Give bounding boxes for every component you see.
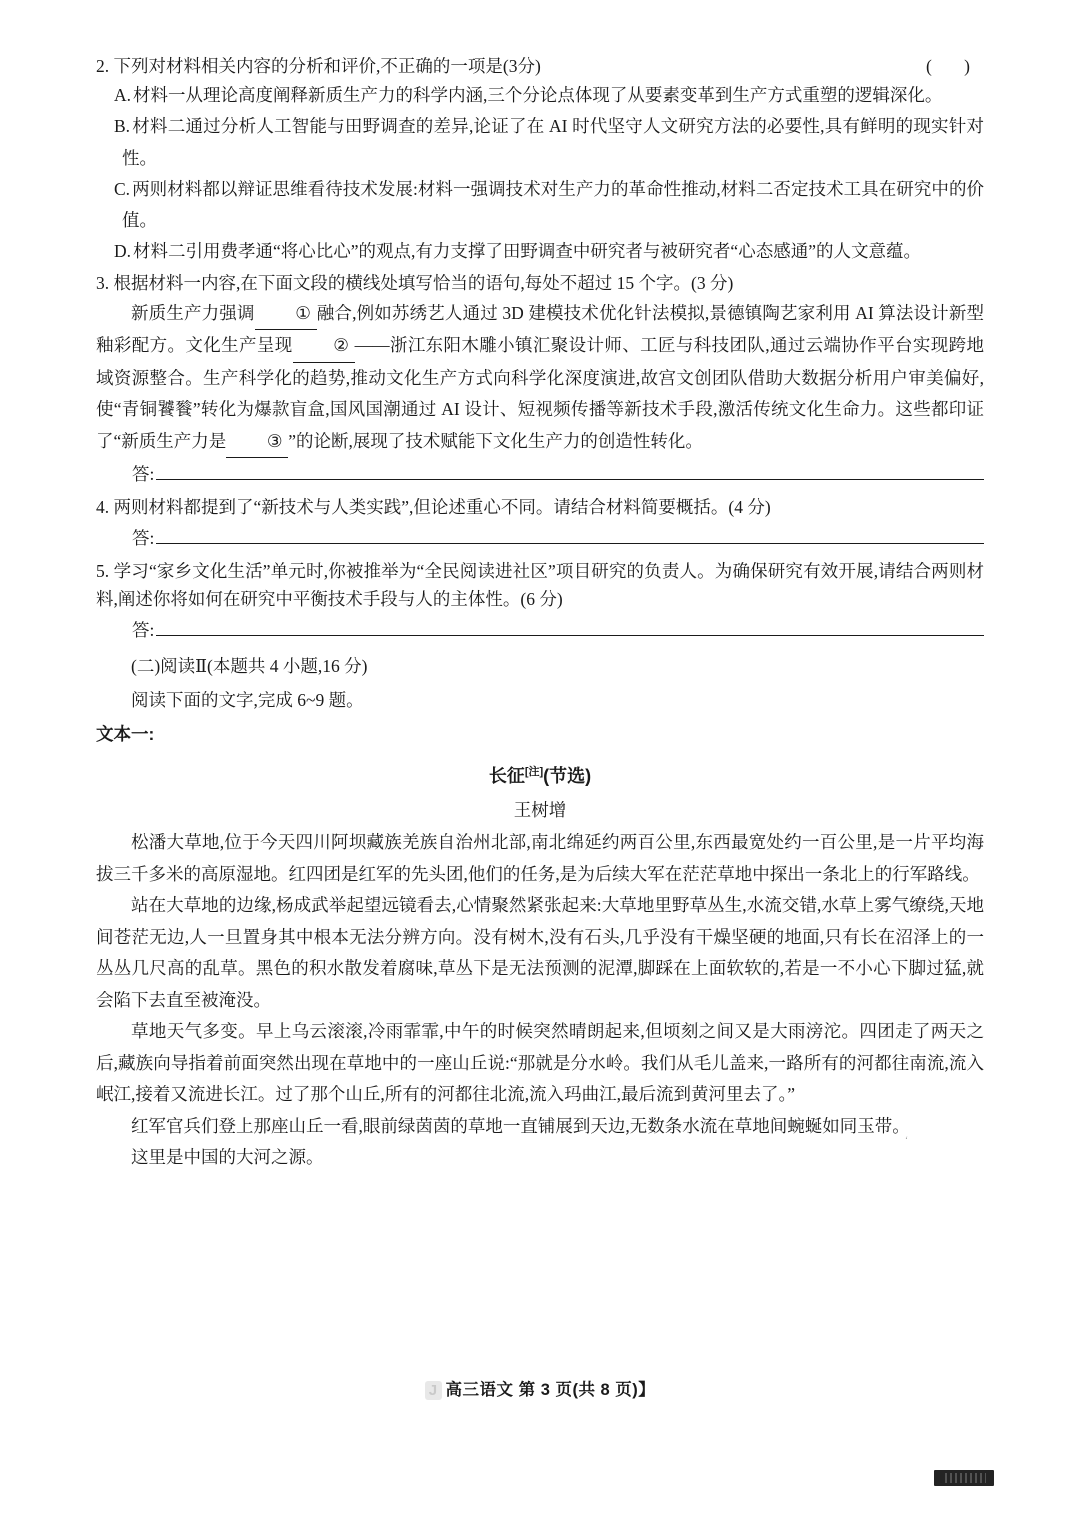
passage-part-4: ”的论断,展现了技术赋能下文化生产力的创造性转化。 <box>288 430 703 451</box>
question-3 <box>96 269 984 491</box>
stray-pen-mark: ʻ <box>905 1135 908 1145</box>
blank-3[interactable]: ③ <box>226 426 288 459</box>
question-4 <box>96 493 984 555</box>
passage-part-1: 新质生产力强调 <box>131 302 255 323</box>
question-3-passage <box>96 298 984 459</box>
answer-label: 答: <box>132 619 155 640</box>
reading-title-main: 长征 <box>488 766 525 787</box>
answer-writing-line[interactable] <box>156 462 984 480</box>
reading-title-suffix: (节选) <box>543 766 592 787</box>
scan-barcode <box>934 1470 994 1486</box>
answer-writing-line[interactable] <box>156 526 984 544</box>
question-2-option-c[interactable] <box>96 174 984 236</box>
question-2-stem <box>96 52 984 80</box>
answer-writing-line[interactable] <box>156 618 984 636</box>
page-number-text: 高三语文 第 3 页(共 8 页)】 <box>445 1381 656 1399</box>
publisher-logo: J <box>425 1381 442 1400</box>
reading-title <box>96 758 984 794</box>
option-c-label: C. <box>114 178 131 199</box>
option-b-label: B. <box>114 116 131 137</box>
question-4-text: 两则材料都提到了“新技术与人类实践”,但论述重心不同。请结合材料简要概括。(4 分) <box>113 497 771 518</box>
option-d-label: D. <box>114 241 132 262</box>
question-4-stem <box>96 493 984 521</box>
answer-label: 答: <box>132 464 155 485</box>
question-2-answer-paren: ( ) <box>925 56 984 76</box>
footnote-marker: [注] <box>524 766 544 779</box>
reading-paragraph-2: 站在大草地的边缘,杨成武举起望远镜看去,心情聚然紧张起来:大草地里野草丛生,水流交错,水草上雾气缭绕,天地间苍茫无边,人一旦置身其中根本无法分辨方向。没有树木,没有石头,几乎没有干燥坚硬的地面,只有长在沼泽上的一丛丛几尺高的乱草。黑色的积水散发着腐味,草丛下是无法预测的泥潭,脚踩在上面软软的,若是一不小心下脚过猛,就会陷下去直至被淹没。 <box>96 895 984 1010</box>
question-5-answer-row[interactable] <box>96 614 984 647</box>
question-2-text: 下列对材料相关内容的分析和评价,不正确的一项是(3分) <box>113 56 541 76</box>
section-two-instruction: 阅读下面的文字,完成 6~9 题。 <box>131 689 364 710</box>
question-5-stem <box>96 557 984 614</box>
option-c-text: 两则材料都以辩证思维看待技术发展:材料一强调技术对生产力的革命性推动,材料二否定技术工具在研究中的价值。 <box>122 178 984 230</box>
passage-part-2: 融合,例如苏绣艺人通过 3D 建模技术优化针法模拟,景德镇陶艺家利用 AI 算法设计新型釉彩配方。文化生产呈现 <box>96 302 985 356</box>
answer-label: 答: <box>132 527 155 548</box>
section-two-heading: (二)阅读Ⅱ(本题共 4 小题,16 分) <box>131 655 368 676</box>
question-2 <box>96 52 984 267</box>
reading-paragraph-3: 草地天气多变。早上乌云滚滚,冷雨霏霏,中午的时候突然晴朗起来,但顷刻之间又是大雨滂沱。四团走了两天之后,藏族向导指着前面突然出现在草地中的一座山丘说:“那就是分水岭。我们从毛儿盖来,一路所有的河都往南流,流入岷江,接着又流进长江。过了那个山丘,所有的河都往北流,流入玛曲江,最后流到黄河里去了。” <box>96 1021 984 1105</box>
option-b-text: 材料二通过分析人工智能与田野调查的差异,论证了在 AI 时代坚守人文研究方法的必要性,具有鲜明的现实针对性。 <box>122 116 984 168</box>
question-2-number: 2. <box>96 56 110 76</box>
reading-author: 王树增 <box>513 800 567 821</box>
question-2-option-a[interactable] <box>96 80 984 111</box>
blank-2[interactable]: ② <box>293 330 355 363</box>
section-two <box>96 649 984 1174</box>
reading-paragraph-5: 这里是中国的大河之源。 <box>131 1147 324 1168</box>
question-4-number: 4. <box>96 497 110 518</box>
question-2-option-b[interactable] <box>96 111 984 173</box>
question-2-option-d[interactable] <box>96 236 984 267</box>
blank-1[interactable]: ① <box>255 298 317 331</box>
question-3-text: 根据材料一内容,在下面文段的横线处填写恰当的语句,每处不超过 15 个字。(3 分) <box>113 273 734 294</box>
option-a-label: A. <box>114 85 132 106</box>
page-footer <box>0 1376 1080 1400</box>
text-one-label: 文本一: <box>96 724 155 745</box>
reading-paragraph-1: 松潘大草地,位于今天四川阿坝藏族羌族自治州北部,南北绵延约两百公里,东西最宽处约一百公里,是一片平均海拔三千多米的高原湿地。红四团是红军的先头团,他们的任务,是为后续大军在茫茫草地中探出一条北上的行军路线。 <box>96 832 984 884</box>
question-5-number: 5. <box>96 560 110 581</box>
option-d-text: 材料二引用费孝通“将心比心”的观点,有力支撑了田野调查中研究者与被研究者“心态感通”的人文意蕴。 <box>133 241 921 262</box>
question-5-text: 学习“家乡文化生活”单元时,你被推举为“全民阅读进社区”项目研究的负责人。为确保研究有效开展,请结合两则材料,阐述你将如何在研究中平衡技术手段与人的主体性。(6 分) <box>96 560 984 610</box>
question-3-number: 3. <box>96 273 110 294</box>
question-4-answer-row[interactable] <box>96 522 984 555</box>
option-a-text: 材料一从理论高度阐释新质生产力的科学内涵,三个分论点体现了从要素变革到生产方式重塑的逻辑深化。 <box>133 85 943 106</box>
reading-paragraph-4: 红军官兵们登上那座山丘一看,眼前绿茵茵的草地一直铺展到天边,无数条水流在草地间蜿蜒如同玉带。 <box>131 1115 910 1136</box>
question-3-stem <box>96 269 984 297</box>
question-3-answer-row[interactable] <box>96 458 984 491</box>
passage-part-3: ——浙江东阳木雕小镇汇聚设计师、工匠与科技团队,通过云端协作平台实现跨地域资源整合。生产科学化的趋势,推动文化生产方式向科学化深度演进,故宫文创团队借助大数据分析用户审美偏好,使“青铜饕餮”转化为爆款盲盒,国风国潮通过 AI 设计、短视频传播等新技术手段,激活传统文化生命力。这些都印证了“新质生产力是 <box>96 335 985 451</box>
question-5 <box>96 557 984 647</box>
